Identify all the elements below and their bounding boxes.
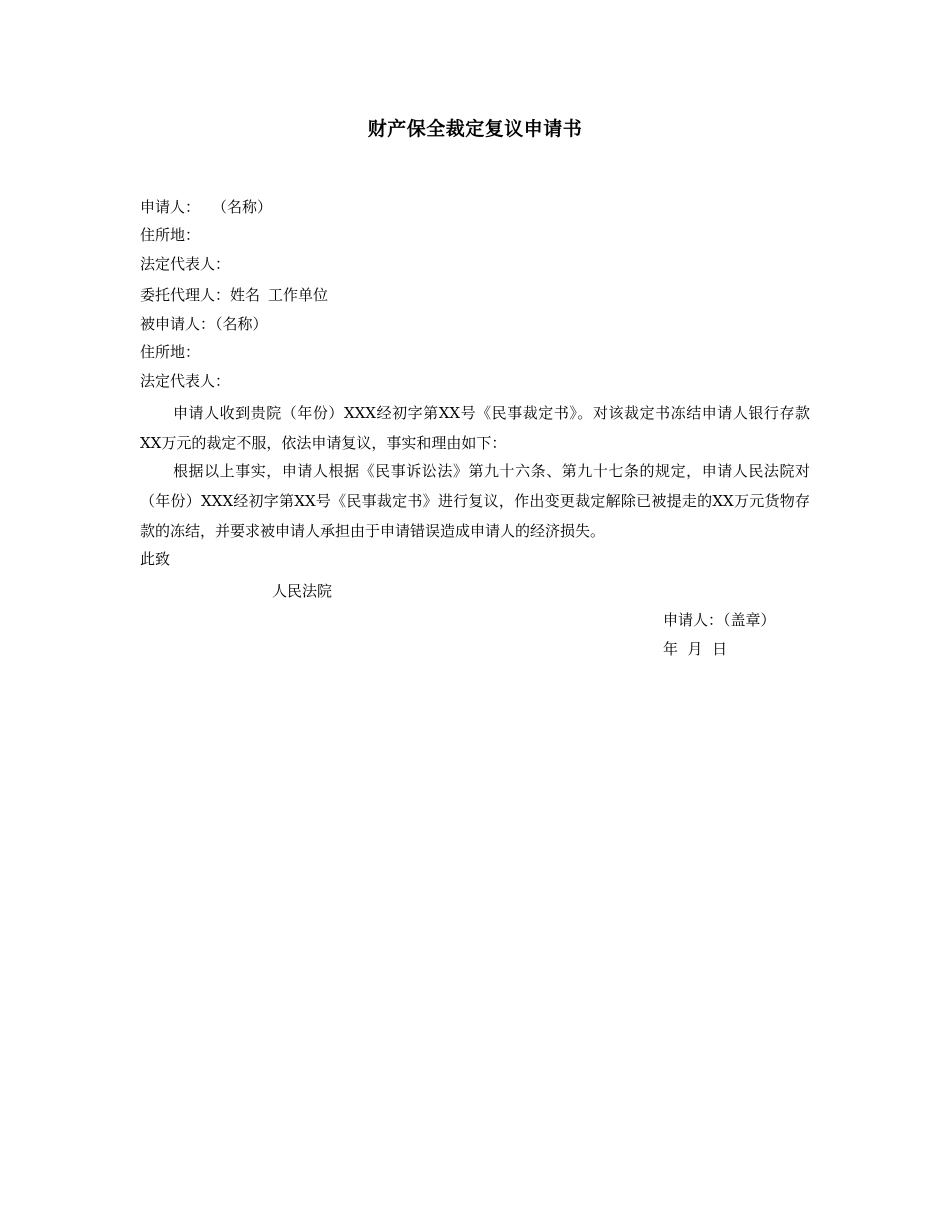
salutation: 此致 [140,550,171,568]
applicant-legal-rep: 法定代表人： [140,255,231,273]
respondent-line [140,314,268,334]
agent-label: 委托代理人： [140,286,231,304]
signature-line: 申请人：（盖章） [663,611,776,629]
respondent-address: 住所地： [140,343,201,361]
respondent-name: （名称） [215,315,268,333]
applicant-address: 住所地： [140,226,201,244]
document-title: 财产保全裁定复议申请书 [367,118,583,140]
agent-name: 姓名 [230,286,261,304]
respondent-label: 被申请人： [140,315,216,333]
applicant-name: （名称） [212,198,273,216]
respondent-legal-rep: 法定代表人： [140,372,231,390]
body-paragraph-2: 根据以上事实，申请人根据《民事诉讼法》第九十六条、第九十七条的规定，申请人民法院对（年份）XXX经初字第XX号《民事裁定书》进行复议，作出变更裁定解除已被提走的XX万元货物存款的冻结，并要求被申请人承担由于申请错误造成申请人的经济损失。 [140,462,810,540]
body-paragraph-1: 申请人收到贵院（年份）XXX经初字第XX号《民事裁定书》。对该裁定书冻结申请人银行存款XX万元的裁定不服，依法申请复议，事实和理由如下： [140,404,810,452]
agent-line [140,285,328,305]
applicant-line [140,197,272,217]
agent-workplace: 工作单位 [268,286,329,304]
applicant-label: 申请人： [140,198,201,216]
date-line: 年 月 日 [663,640,728,658]
court-name: 人民法院 [272,582,333,600]
